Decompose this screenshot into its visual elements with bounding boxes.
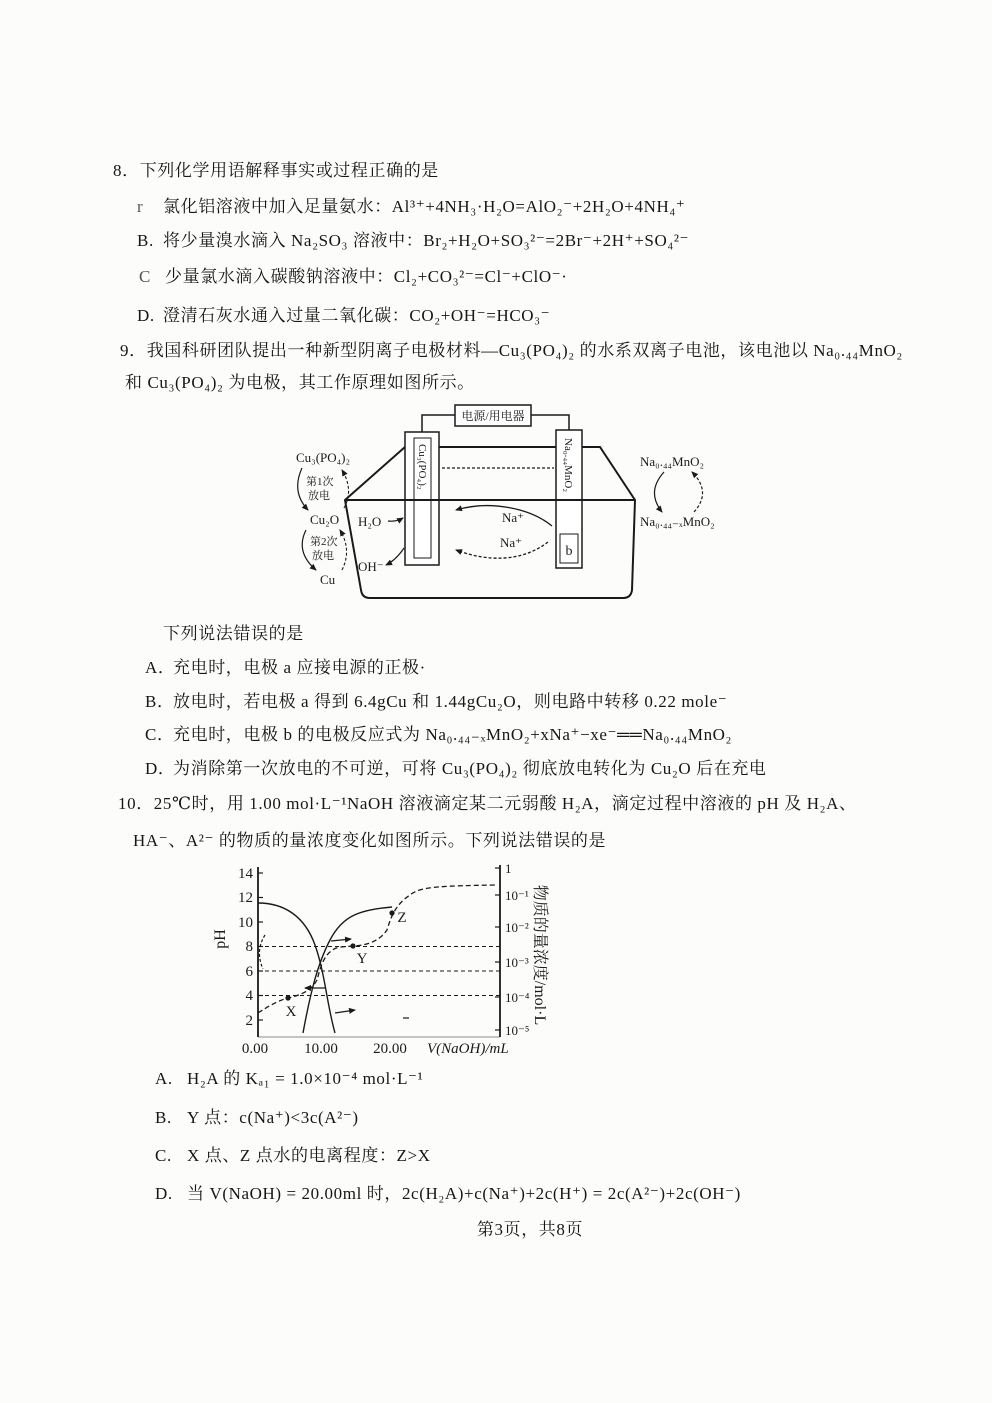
q9-option-d: [145, 758, 767, 780]
q8-option-a: [137, 196, 685, 218]
option-text: 充电时，电极 b 的电极反应式为 Na₀.₄₄₋ₓMnO₂+xNa⁺−xe⁻══Na₀.₄₄MnO₂: [173, 725, 733, 744]
q9-prompt: 下列说法错误的是: [163, 624, 304, 643]
option-text: Y 点：c(Na⁺)<3c(A²⁻): [187, 1108, 359, 1127]
q8-option-d: [137, 305, 550, 327]
first-discharge-arrow: [298, 468, 308, 510]
q10-option-d: [155, 1183, 741, 1205]
q10-stem-line1: 10．25℃时，用 1.00 mol·L⁻¹NaOH 溶液滴定某二元弱酸 H₂A，滴定过程中溶液的 pH 及 H₂A、: [118, 794, 857, 813]
option-text: 氯化铝溶液中加入足量氨水：Al³⁺+4NH₃·H₂O=AlO₂⁻+2H₂O+4NH₄⁺: [163, 197, 686, 216]
right-cycle-solid-arrow: [654, 472, 664, 512]
option-text: 将少量溴水滴入 Na₂SO₃ 溶液中：Br₂+H₂O+SO₃²⁻=2Br⁻+2H⁺+SO₄²⁻: [163, 231, 690, 250]
x-tick-label: 20.00: [373, 1041, 407, 1057]
water-to-electrode-arrow: [388, 518, 403, 521]
option-text: 放电时，若电极 a 得到 6.4gCu 和 1.44gCu₂O，则电路中转移 0.22 mole⁻: [173, 692, 728, 711]
right-electrode-label: Na₀.₄₄MnO₂: [562, 438, 574, 493]
left-cycle-mid: Cu₂O: [310, 512, 340, 527]
electrode-to-hydroxide-arrow: [386, 548, 404, 565]
point-z-label: Z: [397, 910, 407, 926]
q10-option-c: [155, 1145, 431, 1167]
option-label: D.: [137, 306, 155, 325]
first-discharge-line2: 放电: [308, 490, 330, 502]
x-tick-label: 10.00: [304, 1041, 338, 1057]
titration-plot: [205, 855, 555, 1065]
option-text: 澄清石灰水通入过量二氧化碳：CO₂+OH⁻=HCO₃⁻: [163, 306, 551, 325]
left-axis-label: pH: [212, 929, 229, 949]
left-tick-label: 6: [245, 964, 253, 980]
right-cycle-bottom: Na₀.₄₄₋ₓMnO₂: [640, 514, 715, 529]
left-tick-label: 10: [238, 915, 253, 931]
electrode-b-label: b: [565, 544, 573, 559]
right-tick-label: 10⁻¹: [505, 888, 529, 903]
q8-stem: 8．下列化学用语解释事实或过程正确的是: [113, 161, 439, 180]
option-text: 少量氯水滴入碳酸钠溶液中：Cl₂+CO₃²⁻=Cl⁻+ClO⁻·: [165, 267, 568, 286]
q9-option-c: [145, 724, 732, 746]
right-arrow-lower: [335, 1010, 355, 1013]
descending-concentration-curve: [258, 903, 335, 1033]
left-dashed-curve: [259, 935, 265, 969]
q9-stem-line2: 和 Cu₃(PO₄)₂ 为电极，其工作原理如图所示。: [125, 373, 475, 392]
option-label: A.: [155, 1069, 173, 1088]
right-axis-label: 物质的量浓度/mol·L: [531, 884, 548, 1026]
q9-stem-line1: 9．我国科研团队提出一种新型阴离子电极材料—Cu₃(PO₄)₂ 的水系双离子电池，该电池以 Na₀.₄₄MnO₂: [120, 341, 903, 360]
option-text: 充电时，电极 a 应接电源的正极·: [173, 658, 426, 677]
option-text: H₂A 的 Kₐ₁ = 1.0×10⁻⁴ mol·L⁻¹: [187, 1069, 424, 1088]
left-tick-label: 12: [238, 890, 253, 906]
left-tick-label: 8: [245, 939, 253, 955]
option-label: A．: [145, 658, 176, 677]
point-x-marker: [285, 995, 290, 1000]
option-label: B.: [155, 1108, 172, 1127]
option-label: C.: [155, 1146, 172, 1165]
left-electrode-label: Cu₃(PO₄)₂: [416, 444, 428, 490]
option-label: D．: [145, 759, 176, 778]
right-tick-label: 10⁻⁴: [505, 990, 530, 1005]
point-x-label: X: [285, 1004, 297, 1020]
x-axis-label: V(NaOH)/mL: [427, 1041, 509, 1057]
q9-option-a: [145, 657, 426, 679]
water-label: H₂O: [358, 514, 382, 529]
right-cycle-top: Na₀.₄₄MnO₂: [640, 454, 704, 469]
second-discharge-line1: 第2次: [310, 536, 338, 548]
na-ion-upper-label: Na⁺: [502, 510, 525, 525]
second-return-arrow: [340, 530, 347, 570]
q8-option-b: [137, 230, 689, 252]
option-label: B.: [137, 231, 154, 250]
q10-stem-line2: HA⁻、A²⁻ 的物质的量浓度变化如图所示。下列说法错误的是: [133, 831, 607, 850]
ascending-concentration-curve: [303, 907, 392, 1033]
hydroxide-label: OH⁻: [358, 559, 384, 574]
option-text: 为消除第一次放电的不可逆，可将 Cu₃(PO₄)₂ 彻底放电转化为 Cu₂O 后在充电: [173, 759, 767, 778]
option-text: X 点、Z 点水的电离程度：Z>X: [187, 1146, 431, 1165]
point-y-label: Y: [356, 951, 368, 967]
tank-outline: [345, 447, 635, 598]
right-arrow-upper: [331, 939, 351, 941]
q9-option-b: [145, 691, 727, 713]
point-y-marker: [350, 943, 355, 948]
option-label: D.: [155, 1184, 173, 1203]
power-box-label: 电源/用电器: [461, 409, 525, 423]
option-label: B．: [145, 692, 175, 711]
battery-diagram: [290, 400, 750, 605]
left-tick-label: 2: [245, 1013, 253, 1029]
right-cycle-dashed-arrow: [692, 472, 703, 512]
right-tick-label: 1: [505, 861, 512, 876]
left-cycle-top: Cu₃(PO₄)₂: [296, 450, 351, 465]
q8-option-c: [139, 266, 568, 288]
right-tick-label: 10⁻³: [505, 955, 529, 970]
na-ion-lower-label: Na⁺: [500, 535, 523, 550]
first-discharge-line1: 第1次: [306, 476, 334, 488]
page-footer: 第3页，共8页: [476, 1220, 584, 1239]
right-wire: [531, 415, 569, 430]
x-tick-label: 0.00: [241, 1041, 269, 1057]
left-tick-label: 4: [245, 988, 253, 1004]
option-label: r: [137, 197, 144, 216]
ph-curve: [258, 885, 495, 1013]
option-label: C: [139, 267, 151, 286]
option-label: C．: [145, 725, 175, 744]
right-tick-label: 10⁻²: [505, 920, 529, 935]
q10-option-a: [155, 1068, 423, 1090]
point-z-marker: [389, 910, 394, 915]
option-text: 当 V(NaOH) = 20.00ml 时，2c(H₂A)+c(Na⁺)+2c(H⁺) = 2c(A²⁻)+2c(OH⁻): [187, 1184, 741, 1203]
left-tick-label: 14: [238, 866, 253, 882]
q10-option-b: [155, 1107, 359, 1129]
right-tick-label: 10⁻⁵: [505, 1023, 530, 1038]
second-discharge-line2: 放电: [312, 550, 334, 562]
left-wire: [422, 415, 455, 432]
left-cycle-bottom: Cu: [320, 572, 336, 587]
